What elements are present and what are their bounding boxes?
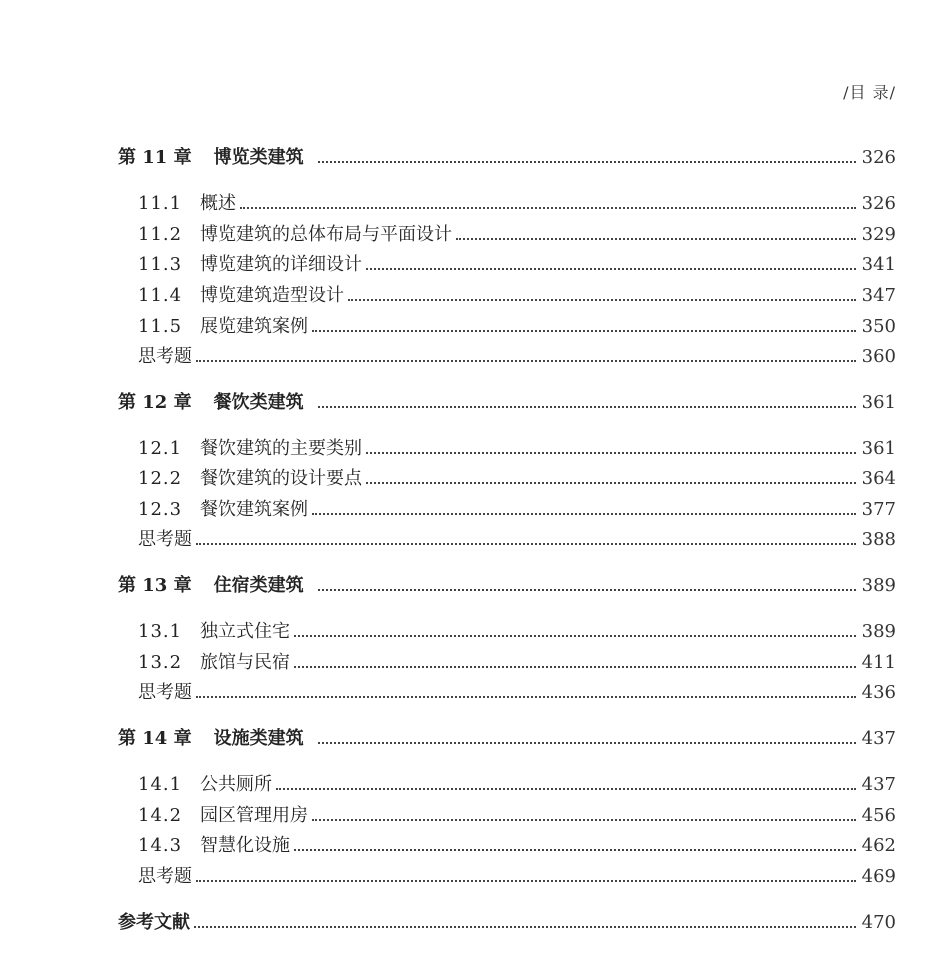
dot-leader [318,161,856,163]
page-number: 470 [861,912,896,933]
section-title: 公共厕所 [200,774,272,795]
dot-leader [294,849,856,851]
section-title: 园区管理用房 [200,805,308,826]
section-title: 展览建筑案例 [200,316,308,337]
dot-leader [196,360,856,362]
page-number: 437 [861,774,896,795]
toc-section-11-1[interactable] [118,192,896,216]
exercise-title: 思考题 [138,682,192,703]
page-number: 326 [861,147,896,168]
section-title: 智慧化设施 [200,835,290,856]
chapter-title: 住宿类建筑 [213,575,304,596]
page-number: 389 [861,575,896,596]
page-number: 326 [861,193,896,214]
toc-exercise-12[interactable] [118,528,896,552]
section-title: 博览建筑的详细设计 [200,254,362,275]
section-number: 14.3 [138,835,183,856]
toc-section-12-1[interactable] [118,437,896,461]
toc-exercise-14[interactable] [118,865,896,889]
toc-section-13-2[interactable] [118,651,896,675]
dot-leader [196,880,856,882]
toc-section-12-2[interactable] [118,467,896,491]
exercise-title: 思考题 [138,866,192,887]
toc-section-11-5[interactable] [118,315,896,339]
toc-exercise-13[interactable] [118,681,896,705]
dot-leader [366,268,856,270]
toc-section-14-3[interactable] [118,834,896,858]
toc-references[interactable] [118,911,896,935]
section-number: 13.1 [138,621,183,642]
toc-section-13-1[interactable] [118,620,896,644]
chapter-title: 餐饮类建筑 [213,392,304,413]
dot-leader [318,742,856,744]
page-number: 388 [861,529,896,550]
toc-chapter-14[interactable] [118,727,896,751]
dot-leader [318,589,856,591]
dot-leader [312,819,856,821]
section-number: 11.5 [138,316,183,337]
page-number: 377 [861,499,896,520]
toc-chapter-12[interactable] [118,391,896,415]
dot-leader [312,513,856,515]
toc-exercise-11[interactable] [118,345,896,369]
dot-leader [366,452,856,454]
toc-section-11-3[interactable] [118,253,896,277]
toc-section-12-3[interactable] [118,498,896,522]
page-number: 469 [861,866,896,887]
table-of-contents [118,0,896,978]
section-number: 11.1 [138,193,183,214]
toc-section-11-2[interactable] [118,223,896,247]
chapter-label: 第 11 章 [118,147,192,168]
dot-leader [456,238,856,240]
section-number: 12.2 [138,468,183,489]
page-number: 361 [861,438,896,459]
section-number: 11.4 [138,285,183,306]
page-number: 360 [861,346,896,367]
page-number: 329 [861,224,896,245]
section-title: 独立式住宅 [200,621,290,642]
page-number: 456 [861,805,896,826]
references-title: 参考文献 [118,912,190,933]
section-title: 餐饮建筑的主要类别 [200,438,362,459]
section-number: 11.2 [138,224,183,245]
dot-leader [318,406,856,408]
page-number: 389 [861,621,896,642]
chapter-title: 设施类建筑 [213,728,304,749]
chapter-label: 第 12 章 [118,392,192,413]
page-number: 437 [861,728,896,749]
section-title: 旅馆与民宿 [200,652,290,673]
page-number: 364 [861,468,896,489]
page-number: 436 [861,682,896,703]
section-title: 概述 [200,193,236,214]
section-title: 博览建筑造型设计 [200,285,344,306]
page-number: 341 [861,254,896,275]
toc-section-14-2[interactable] [118,804,896,828]
page-number: 350 [861,316,896,337]
dot-leader [276,788,856,790]
toc-section-14-1[interactable] [118,773,896,797]
page-number: 347 [861,285,896,306]
section-number: 12.3 [138,499,183,520]
dot-leader [194,926,856,928]
toc-section-11-4[interactable] [118,284,896,308]
section-number: 14.2 [138,805,183,826]
dot-leader [294,635,856,637]
section-title: 餐饮建筑案例 [200,499,308,520]
toc-chapter-13[interactable] [118,574,896,598]
running-header: /目 录/ [843,83,896,102]
page-number: 462 [861,835,896,856]
dot-leader [196,696,856,698]
section-number: 12.1 [138,438,183,459]
chapter-label: 第 13 章 [118,575,192,596]
chapter-label: 第 14 章 [118,728,192,749]
section-title: 博览建筑的总体布局与平面设计 [200,224,452,245]
dot-leader [312,330,856,332]
section-number: 13.2 [138,652,183,673]
exercise-title: 思考题 [138,529,192,550]
section-number: 11.3 [138,254,183,275]
page-number: 361 [861,392,896,413]
dot-leader [348,299,856,301]
section-title: 餐饮建筑的设计要点 [200,468,362,489]
toc-chapter-11[interactable] [118,146,896,170]
dot-leader [294,666,856,668]
dot-leader [366,482,856,484]
dot-leader [240,207,856,209]
chapter-title: 博览类建筑 [213,147,304,168]
exercise-title: 思考题 [138,346,192,367]
section-number: 14.1 [138,774,183,795]
dot-leader [196,543,856,545]
page-number: 411 [861,652,896,673]
